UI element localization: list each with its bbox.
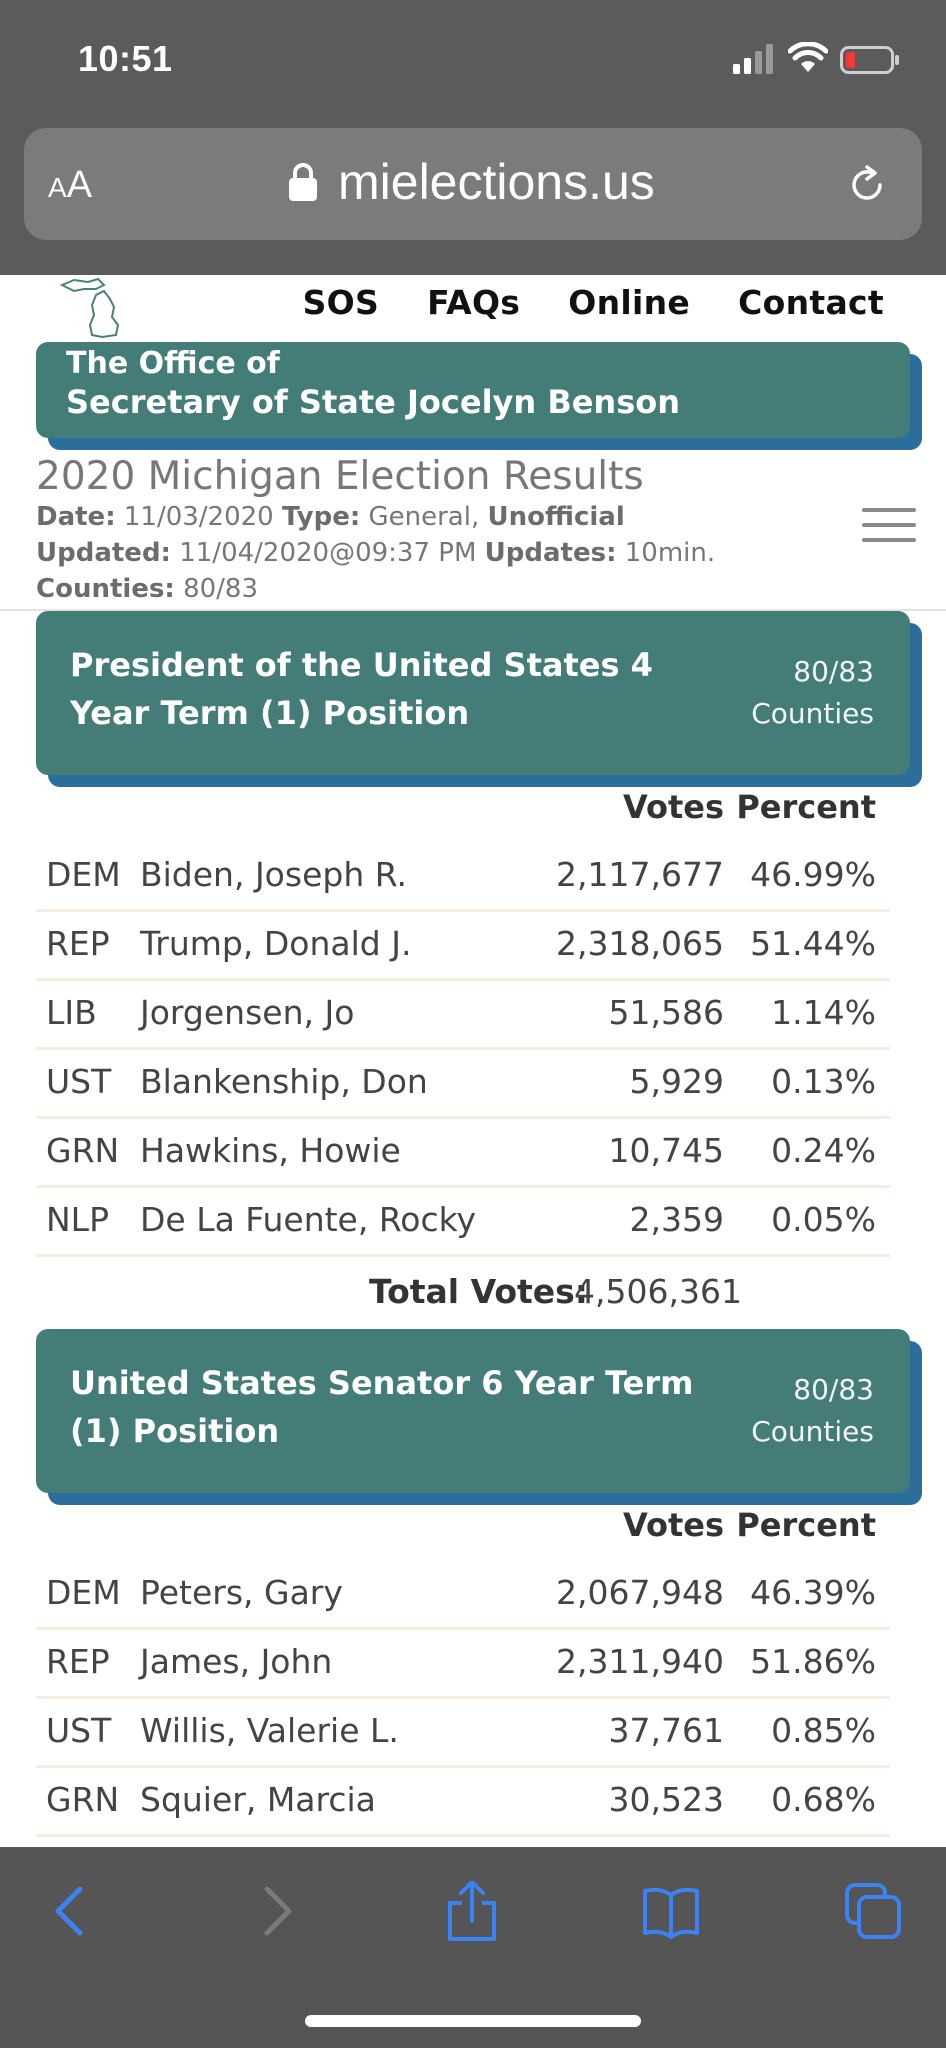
home-indicator [305, 2015, 641, 2027]
table-row: REP Trump, Donald J. 2,318,065 51.44% [36, 912, 890, 981]
office-line-2: Secretary of State Jocelyn Benson [66, 383, 680, 421]
battery-icon [840, 46, 900, 74]
cellular-signal-icon [733, 44, 775, 74]
banner-face [36, 342, 910, 438]
race-title: President of the United States 4 Year Term (1) Position [70, 646, 653, 732]
menu-icon[interactable] [862, 508, 916, 546]
votes-header: Votes [622, 1506, 724, 1544]
table-row: DEM Peters, Gary 2,067,948 46.39% [36, 1561, 890, 1630]
table-row: GRN Squier, Marcia 30,523 0.68% [36, 1768, 890, 1837]
total-votes-label: Total Votes: [368, 1272, 588, 1311]
reload-icon[interactable] [846, 164, 888, 206]
percent-header: Percent [736, 788, 876, 826]
race-title: United States Senator 6 Year Term (1) Position [70, 1364, 694, 1450]
nav-link-faqs[interactable]: FAQs [427, 283, 521, 322]
nav-link-contact[interactable]: Contact [738, 283, 884, 322]
text-size-button[interactable]: AA [48, 164, 93, 206]
michigan-logo-icon[interactable] [58, 277, 128, 339]
status-time: 10:51 [78, 38, 173, 79]
total-votes-row [36, 1268, 890, 1318]
bookmarks-icon[interactable] [641, 1881, 701, 1941]
votes-header: Votes [622, 788, 724, 826]
table-row: DEM Biden, Joseph R. 2,117,677 46.99% [36, 843, 890, 912]
race-counties: 80/83 Counties [751, 655, 874, 730]
site-header [0, 275, 946, 337]
top-nav [303, 283, 884, 322]
share-icon[interactable] [442, 1881, 502, 1941]
office-line-1: The Office of [66, 346, 280, 381]
page-title: 2020 Michigan Election Results [36, 454, 644, 499]
percent-header: Percent [736, 1506, 876, 1544]
race-counties: 80/83 Counties [751, 1373, 874, 1448]
meta-updated: Updated: 11/04/2020@09:37 PM Updates: 10min. [36, 538, 716, 568]
forward-icon[interactable] [245, 1881, 305, 1941]
race-header-president[interactable] [36, 611, 910, 775]
column-headers [36, 788, 886, 828]
race-header-face [36, 611, 910, 775]
browser-chrome-top [0, 0, 946, 275]
table-row: LIB Jorgensen, Jo 51,586 1.14% [36, 981, 890, 1050]
table-row: UST Blankenship, Don 5,929 0.13% [36, 1050, 890, 1119]
address-bar[interactable] [24, 128, 922, 240]
column-headers [36, 1506, 886, 1546]
table-row: UST Willis, Valerie L. 37,761 0.85% [36, 1699, 890, 1768]
back-icon[interactable] [42, 1881, 102, 1941]
wifi-icon [788, 42, 828, 74]
nav-link-online[interactable]: Online [568, 283, 691, 322]
nav-link-sos[interactable]: SOS [302, 283, 380, 322]
meta-date-type: Date: 11/03/2020 Type: General, Unofficial [36, 502, 625, 532]
table-row: NLP De La Fuente, Rocky 2,359 0.05% [36, 1188, 890, 1257]
browser-toolbar [0, 1847, 946, 2048]
lock-icon [288, 162, 318, 202]
total-votes-value: 4,506,361 [574, 1272, 742, 1311]
race-header-senate[interactable] [36, 1329, 910, 1493]
tabs-icon[interactable] [843, 1881, 903, 1941]
race-header-face [36, 1329, 910, 1493]
office-banner[interactable] [36, 342, 910, 438]
meta-counties: Counties: 80/83 [36, 574, 259, 604]
table-row: GRN Hawkins, Howie 10,745 0.24% [36, 1119, 890, 1188]
table-row: REP James, John 2,311,940 51.86% [36, 1630, 890, 1699]
url-text: mielections.us [338, 154, 655, 210]
